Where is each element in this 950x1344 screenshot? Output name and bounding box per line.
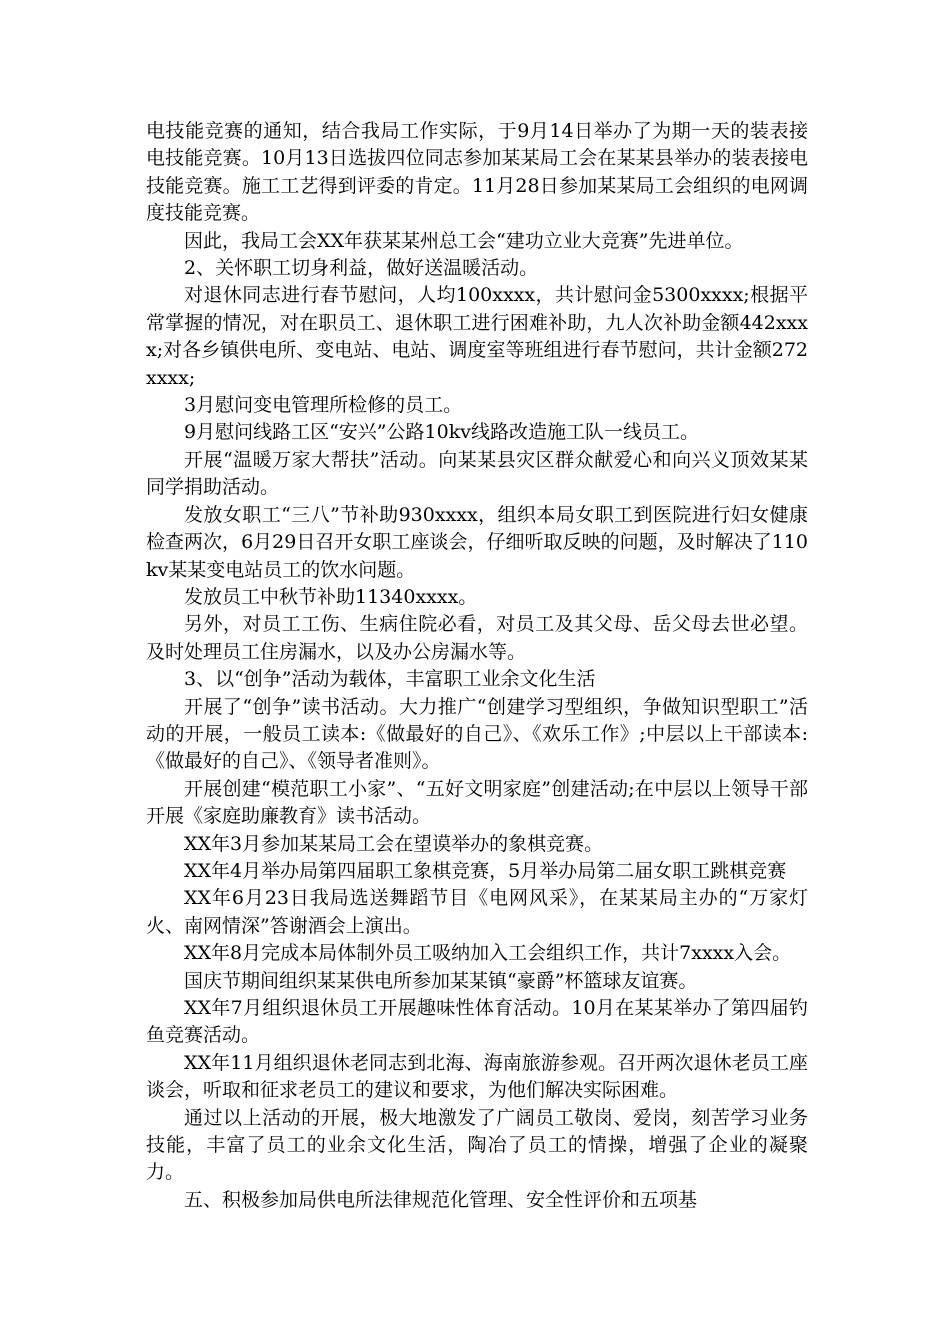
paragraph-reading-activity: 开展了“创争”读书活动。大力推广“创建学习型组织，争做知识型职工”活动的开展，一般员工读本:《做最好的自己》、《欢乐工作》;中层以上干部读本:《做最好的自己》、《领导者准则》。 (146, 695, 808, 773)
paragraph-basketball: 国庆节期间组织某某供电所参加某某镇“豪爵”杯篮球友谊赛。 (184, 969, 698, 992)
paragraph-mid-autumn: 发放员工中秋节补助11340xxxx。 (184, 585, 478, 608)
paragraph-spring-festival-visit: 对退休同志进行春节慰问，人均100xxxx，共计慰问金5300xxxx;根据平常掌握的情况，对在职员工、退休职工进行困难补助，九人次补助金额442xxxx;对各乡镇供电所、变电站、电站、调度室等班组进行春节慰问，共计金额272xxxx; (146, 284, 808, 389)
paragraph-dance-performance: XX年6月23日我局选送舞蹈节目《电网风采》，在某某局主办的“万家灯火、南网情深”答谢酒会上演出。 (146, 887, 808, 937)
section-heading-3: 3、以“创争”活动为载体，丰富职工业余文化生活 (184, 668, 596, 691)
paragraph-summary: 通过以上活动的开展，极大地激发了广阔员工敬岗、爱岗，刻苦学习业务技能，丰富了员工的业余文化生活，陶冶了员工的情操，增强了企业的凝聚力。 (146, 1106, 808, 1184)
paragraph-model-home: 开展创建“模范职工小家”、“五好文明家庭”创建活动;在中层以上领导干部开展《家庭助廉教育》读书活动。 (146, 777, 808, 828)
paragraph-april-chess: XX年4月举办局第四届职工象棋竞赛，5月举办局第二届女职工跳棋竞赛 (184, 859, 787, 882)
paragraph-september-visit: 9月慰问线路工区“安兴”公路10kv线路改造施工队一线员工。 (184, 421, 699, 444)
paragraph-competition-notice: 电技能竞赛的通知，结合我局工作实际，于9月14日举办了为期一天的装表接电技能竞赛。10月13日选拔四位同志参加某某局工会在某某县举办的装表接电技能竞赛。施工工艺得到评委的肯定。11月28日参加某某局工会组织的电网调度技能竞赛。 (146, 120, 808, 225)
section-heading-2: 2、关怀职工切身利益，做好送温暖活动。 (184, 257, 539, 280)
paragraph-union-membership: XX年8月完成本局体制外员工吸纳加入工会组织工作，共计7xxxx入会。 (184, 942, 792, 965)
paragraph-retiree-sports: XX年7月组织退休员工开展趣味性体育活动。10月在某某举办了第四届钓鱼竞赛活动。 (146, 997, 808, 1047)
paragraph-womens-day: 发放女职工“三八”节补助930xxxx，组织本局女职工到医院进行妇女健康检查两次，6月29日召开女职工座谈会，仔细听取反映的问题，及时解决了110kv某某变电站员工的饮水问题。 (146, 503, 808, 581)
section-heading-5: 五、积极参加局供电所法律规范化管理、安全性评价和五项基 (184, 1188, 698, 1211)
paragraph-retiree-tour: XX年11月组织退休老同志到北海、海南旅游参观。召开两次退休老员工座谈会，听取和征求老员工的建议和要求，为他们解决实际困难。 (146, 1051, 808, 1102)
paragraph-warmth-campaign: 开展“温暖万家大帮扶”活动。向某某县灾区群众献爱心和向兴义顶效某某同学捐助活动。 (146, 448, 808, 499)
paragraph-march-chess: XX年3月参加某某局工会在望谟举办的象棋竞赛。 (184, 832, 604, 855)
paragraph-advanced-unit: 因此，我局工会XX年获某某州总工会“建功立业大竞赛”先进单位。 (184, 229, 744, 252)
paragraph-march-visit: 3月慰问变电管理所检修的员工。 (184, 394, 463, 417)
document-body (146, 118, 808, 1214)
paragraph-care-visits: 另外，对员工工伤、生病住院必看，对员工及其父母、岳父母去世必望。及时处理员工住房漏水，以及办公房漏水等。 (146, 613, 808, 663)
